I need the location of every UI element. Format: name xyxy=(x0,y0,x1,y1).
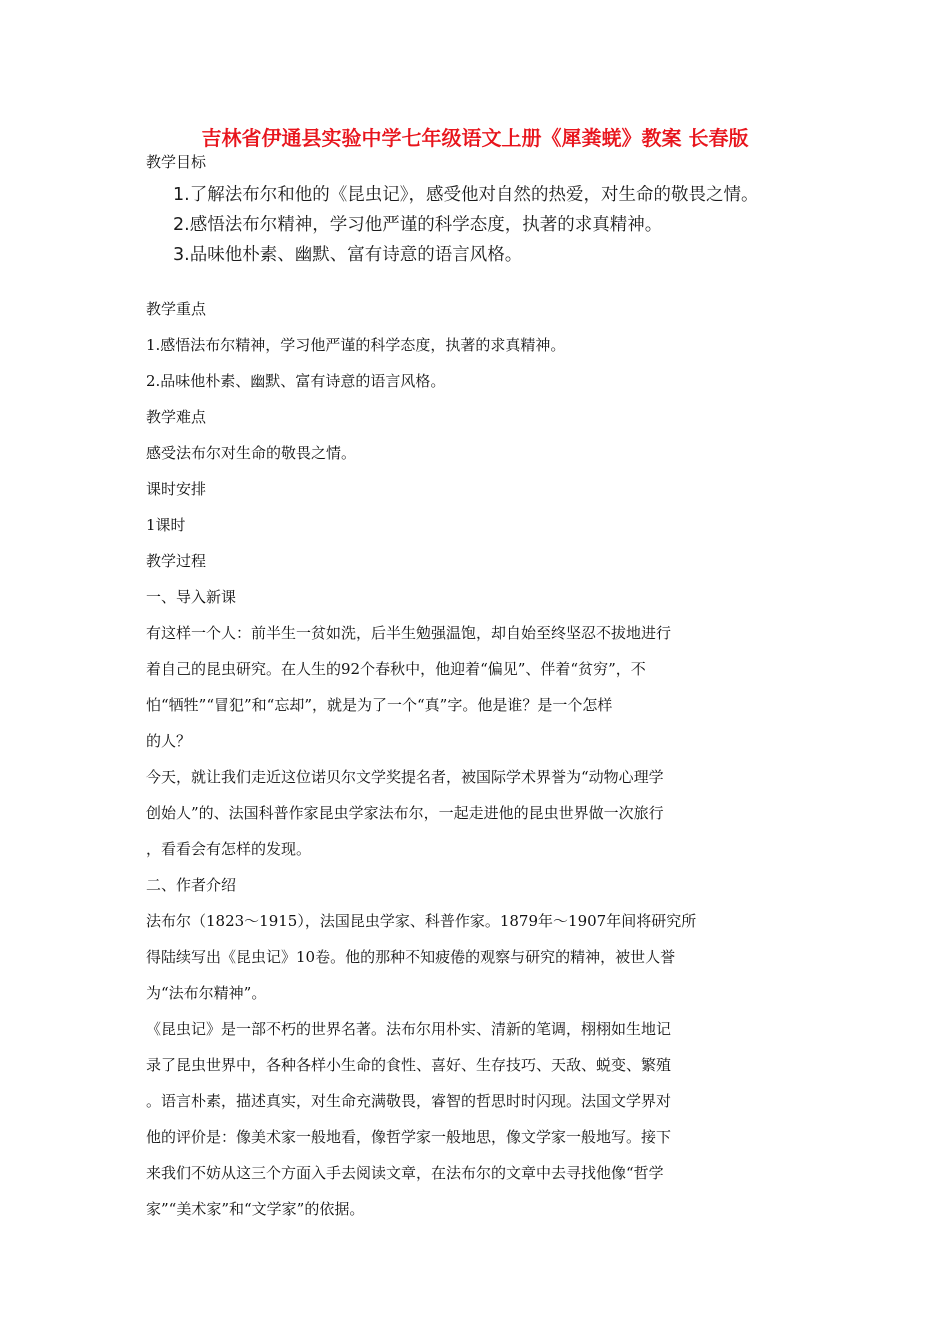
goal-item: 1.了解法布尔和他的《昆虫记》，感受他对自然的热爱，对生命的敬畏之情。 xyxy=(173,185,759,205)
document-title: 吉林省伊通县实验中学七年级语文上册《犀粪蜣》教案 长春版 xyxy=(201,126,749,150)
goals-list xyxy=(173,180,758,270)
paragraph-line: 着自己的昆虫研究。在人生的92个春秋中，他迎着“偏见”、伴着“贫穷”，不 xyxy=(146,660,646,678)
paragraph-line: 今天，就让我们走近这位诺贝尔文学奖提名者，被国际学术界誉为“动物心理学 xyxy=(146,768,664,786)
paragraph-line: 来我们不妨从这三个方面入手去阅读文章，在法布尔的文章中去寻找他像“哲学 xyxy=(146,1164,664,1182)
goals-heading: 教学目标 xyxy=(146,153,207,171)
key-point: 2.品味他朴素、幽默、富有诗意的语言风格。 xyxy=(146,372,446,390)
paragraph-line: 。语言朴素，描述真实，对生命充满敬畏，睿智的哲思时时闪现。法国文学界对 xyxy=(146,1092,672,1110)
paragraph-line: 的人？ xyxy=(146,732,192,750)
paragraph-line: 为“法布尔精神”。 xyxy=(146,984,267,1002)
paragraph-line: 怕“牺牲”“冒犯”和“忘却”，就是为了一个“真”字。他是谁？是一个怎样 xyxy=(146,696,613,714)
paragraph-line: 得陆续写出《昆虫记》10卷。他的那种不知疲倦的观察与研究的精神，被世人誉 xyxy=(146,948,676,966)
schedule-heading: 课时安排 xyxy=(146,480,207,498)
difficulty-text: 感受法布尔对生命的敬畏之情。 xyxy=(146,444,357,462)
paragraph-line: 创始人”的、法国科普作家昆虫学家法布尔，一起走进他的昆虫世界做一次旅行 xyxy=(146,804,664,822)
section2-heading: 二、作者介绍 xyxy=(146,876,237,894)
key-heading: 教学重点 xyxy=(146,300,207,318)
paragraph-line: 录了昆虫世界中，各种各样小生命的食性、喜好、生存技巧、天敌、蜕变、繁殖 xyxy=(146,1056,672,1074)
key-point: 1.感悟法布尔精神，学习他严谨的科学态度，执著的求真精神。 xyxy=(146,336,566,354)
paragraph-line: 《昆虫记》是一部不朽的世界名著。法布尔用朴实、清新的笔调，栩栩如生地记 xyxy=(146,1020,672,1038)
goal-item: 3.品味他朴素、幽默、富有诗意的语言风格。 xyxy=(173,245,523,265)
paragraph-line: ，看看会有怎样的发现。 xyxy=(146,840,312,858)
paragraph-line: 他的评价是：像美术家一般地看，像哲学家一般地思，像文学家一般地写。接下 xyxy=(146,1128,672,1146)
paragraph-line: 法布尔（1823～1915），法国昆虫学家、科普作家。1879年～1907年间将研究所 xyxy=(146,912,697,930)
paragraph-line: 家”“美术家”和“文学家”的依据。 xyxy=(146,1200,365,1218)
difficulty-heading: 教学难点 xyxy=(146,408,207,426)
section1-heading: 一、导入新课 xyxy=(146,588,237,606)
schedule-text: 1课时 xyxy=(146,516,186,534)
goal-item: 2.感悟法布尔精神，学习他严谨的科学态度，执著的求真精神。 xyxy=(173,215,663,235)
paragraph-line: 有这样一个人：前半生一贫如洗，后半生勉强温饱，却自始至终坚忍不拔地进行 xyxy=(146,624,672,642)
process-heading: 教学过程 xyxy=(146,552,207,570)
